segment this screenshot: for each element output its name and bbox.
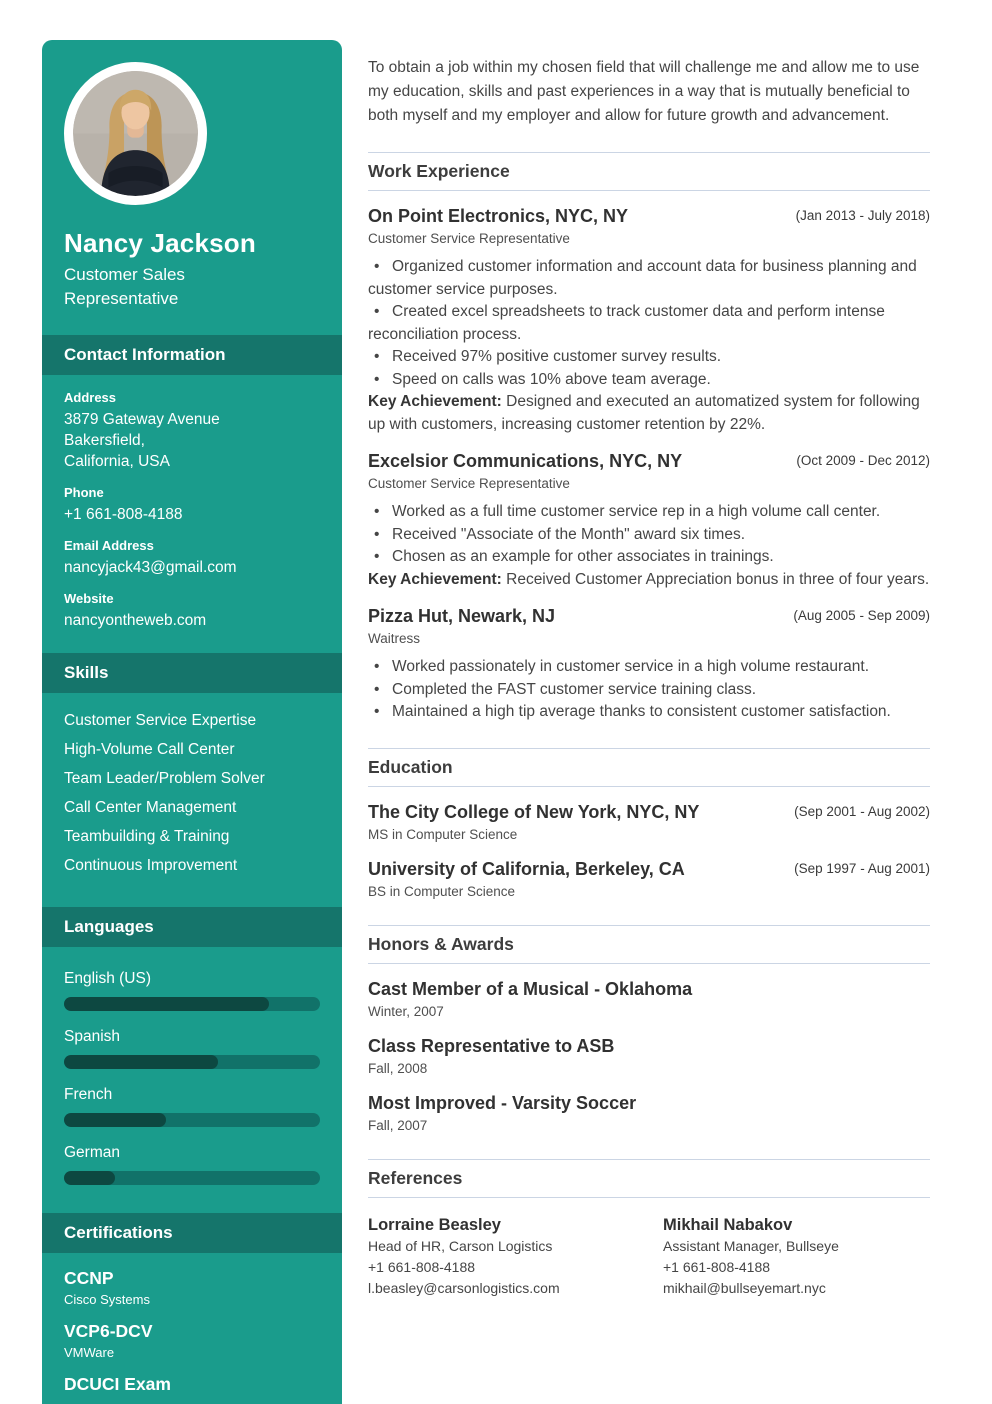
bullet-item: • Worked as a full time customer service rep in a high volume call center. (368, 501, 930, 524)
skill-item: Continuous Improvement (64, 857, 238, 874)
reference-card (663, 1214, 930, 1299)
contact-item-label: Website (64, 591, 114, 606)
language-bar-fill (64, 1171, 115, 1185)
certification-name: VCP6-DCV (64, 1321, 153, 1341)
person-job-title: Customer Sales Representative (64, 265, 185, 308)
bullet-item: • Worked passionately in customer service in a high volume restaurant. (368, 656, 930, 679)
skill-item: Call Center Management (64, 799, 237, 816)
language-bar-track (64, 1171, 320, 1185)
certification-issuer: Cisco Systems (64, 1292, 150, 1307)
section-heading-honors: Honors & Awards (368, 925, 930, 964)
bullet-dot: • (374, 370, 380, 388)
reference-line: mikhail@bullseyemart.nyc (663, 1279, 826, 1296)
contact-item-value (64, 409, 320, 472)
certification-name: CCNP (64, 1268, 114, 1288)
skills-section-heading: Skills (42, 653, 342, 693)
key-achievement-label: Key Achievement: (368, 393, 507, 410)
key-achievement: Key Achievement: Received Customer Appreciation bonus in three of four years. (368, 570, 930, 588)
work-entry-title: On Point Electronics, NYC, NY (368, 206, 629, 226)
contact-value-line: Bakersfield, (64, 432, 145, 449)
work-entry-bullets (368, 501, 930, 591)
work-entry (368, 605, 930, 724)
reference-line: l.beasley@carsonlogistics.com (368, 1279, 560, 1296)
contact-item-label: Phone (64, 485, 104, 500)
section-heading-education: Education (368, 748, 930, 787)
honors-entry-title: Class Representative to ASB (368, 1035, 615, 1056)
languages-section-heading: Languages (42, 907, 342, 947)
language-bar-track (64, 1055, 320, 1069)
language-item (64, 1027, 320, 1069)
certification-item (64, 1268, 320, 1308)
work-entry-bullets (368, 256, 930, 436)
person-name: Nancy Jackson (64, 228, 256, 258)
work-entry (368, 450, 930, 591)
language-bar-fill (64, 1113, 166, 1127)
skill-item: Teambuilding & Training (64, 828, 230, 845)
certification-item (64, 1374, 320, 1395)
language-bar-track (64, 1113, 320, 1127)
work-entry-title: Excelsior Communications, NYC, NY (368, 451, 683, 471)
main-column (368, 56, 930, 1299)
education-entry-date: (Sep 1997 - Aug 2001) (794, 860, 930, 876)
bullet-dot: • (374, 503, 380, 520)
education-entry (368, 858, 930, 901)
language-item (64, 969, 320, 1011)
key-achievement-label: Key Achievement: (368, 570, 507, 588)
language-item (64, 1143, 320, 1185)
work-entry-date: (Aug 2005 - Sep 2009) (793, 608, 930, 623)
profile-photo (64, 62, 207, 205)
language-bar-fill (64, 997, 269, 1011)
work-entry-header (368, 605, 930, 628)
bullet-item: • Received 97% positive customer survey results. (368, 346, 930, 369)
language-label: English (US) (64, 970, 151, 987)
bullet-item: • Maintained a high tip average thanks to consistent customer satisfaction. (368, 701, 930, 724)
language-bar-fill (64, 1055, 218, 1069)
language-label: Spanish (64, 1028, 121, 1045)
work-entry (368, 205, 930, 436)
bullet-item: • Chosen as an example for other associates in trainings. (368, 546, 930, 569)
work-entry-header (368, 450, 930, 473)
education-entry-title: University of California, Berkeley, CA (368, 858, 685, 879)
sidebar (42, 40, 342, 1404)
education-entry-date: (Sep 2001 - Aug 2002) (794, 803, 930, 819)
key-achievement: Key Achievement: Designed and executed an automatized system for following up with customers, increasing customer retention by 22%. (368, 393, 920, 433)
bullet-dot: • (374, 548, 380, 565)
contact-value-line: California, USA (64, 453, 170, 470)
bullet-item: • Speed on calls was 10% above team average. (368, 369, 930, 392)
contact-item-value (64, 557, 320, 578)
skill-item: High-Volume Call Center (64, 741, 235, 758)
reference-line: +1 661-808-4188 (368, 1258, 476, 1275)
bullet-dot: • (374, 703, 380, 720)
language-bar-track (64, 997, 320, 1011)
contact-value-line: 3879 Gateway Avenue (64, 411, 220, 428)
avatar-image (73, 71, 198, 196)
reference-name: Mikhail Nabakov (663, 1215, 793, 1234)
bullet-dot: • (374, 680, 380, 698)
references-grid (368, 1214, 930, 1299)
bullet-item: • Created excel spreadsheets to track customer data and perform intense reconciliation process. (368, 303, 885, 343)
education-entry-header (368, 858, 930, 881)
work-entry-date: (Oct 2009 - Dec 2012) (796, 453, 930, 468)
bullet-item: • Organized customer information and account data for business planning and customer service purposes. (368, 258, 917, 298)
work-entry-date: (Jan 2013 - July 2018) (795, 208, 930, 223)
certification-item (64, 1321, 320, 1361)
reference-line: Assistant Manager, Bullseye (663, 1237, 839, 1254)
work-entry-role: Customer Service Representative (368, 476, 570, 491)
language-label: French (64, 1086, 113, 1103)
honors-entry (368, 1092, 930, 1135)
honors-entry-date: Winter, 2007 (368, 1003, 444, 1019)
contact-item-value (64, 504, 320, 525)
contact-list (42, 375, 342, 635)
bullet-dot: • (374, 348, 380, 365)
education-entry-degree: BS in Computer Science (368, 883, 516, 899)
contact-value-line: +1 661-808-4188 (64, 506, 183, 523)
honors-entry-title: Most Improved - Varsity Soccer (368, 1092, 637, 1113)
honors-entry-date: Fall, 2007 (368, 1117, 428, 1133)
work-entry-header (368, 205, 930, 228)
reference-name: Lorraine Beasley (368, 1215, 501, 1234)
bullet-dot: • (374, 258, 380, 275)
honors-entry-date: Fall, 2008 (368, 1060, 428, 1076)
language-item (64, 1085, 320, 1127)
certifications-list (42, 1253, 342, 1404)
bullet-dot: • (374, 303, 380, 320)
education-entry-degree: MS in Computer Science (368, 826, 518, 842)
certification-issuer: VMWare (64, 1345, 115, 1360)
education-entry (368, 801, 930, 844)
contact-value-line: nancyjack43@gmail.com (64, 559, 237, 576)
languages-list (42, 947, 342, 1195)
work-entry-role: Waitress (368, 631, 421, 646)
education-entry-title: The City College of New York, NYC, NY (368, 801, 700, 822)
education-list (368, 801, 930, 901)
contact-item-label: Email Address (64, 538, 154, 553)
education-entry-header (368, 801, 930, 824)
skill-item: Customer Service Expertise (64, 712, 257, 729)
section-heading-work-experience: Work Experience (368, 152, 930, 191)
work-entry-bullets (368, 656, 930, 724)
bullet-item: • Received "Associate of the Month" award six times. (368, 524, 930, 547)
reference-card (368, 1214, 663, 1299)
honors-entry (368, 978, 930, 1021)
bullet-dot: • (374, 525, 380, 543)
reference-line: Head of HR, Carson Logistics (368, 1237, 553, 1254)
honors-entry-title: Cast Member of a Musical - Oklahoma (368, 978, 693, 999)
certification-name: DCUCI Exam (64, 1374, 171, 1394)
honors-entry (368, 1035, 930, 1078)
bullet-item: • Completed the FAST customer service training class. (368, 679, 930, 702)
contact-value-line: nancyontheweb.com (64, 612, 207, 629)
skills-list (42, 693, 342, 889)
bullet-dot: • (374, 658, 380, 675)
work-entry-role: Customer Service Representative (368, 231, 570, 246)
skill-item: Team Leader/Problem Solver (64, 770, 265, 787)
contact-item-value (64, 610, 320, 631)
certifications-section-heading: Certifications (42, 1213, 342, 1253)
work-entry-title: Pizza Hut, Newark, NJ (368, 606, 556, 626)
language-label: German (64, 1144, 120, 1161)
section-heading-references: References (368, 1159, 930, 1198)
objective-text: To obtain a job within my chosen field that will challenge me and allow me to use my education, skills and past experiences in a way that is mutually beneficial to both myself and my employer and allow for future growth and advancement. (368, 59, 920, 124)
work-experience-list (368, 205, 930, 724)
reference-line: +1 661-808-4188 (663, 1258, 771, 1275)
contact-item-label: Address (64, 390, 117, 405)
honors-list (368, 978, 930, 1135)
contact-section-heading: Contact Information (42, 335, 342, 375)
